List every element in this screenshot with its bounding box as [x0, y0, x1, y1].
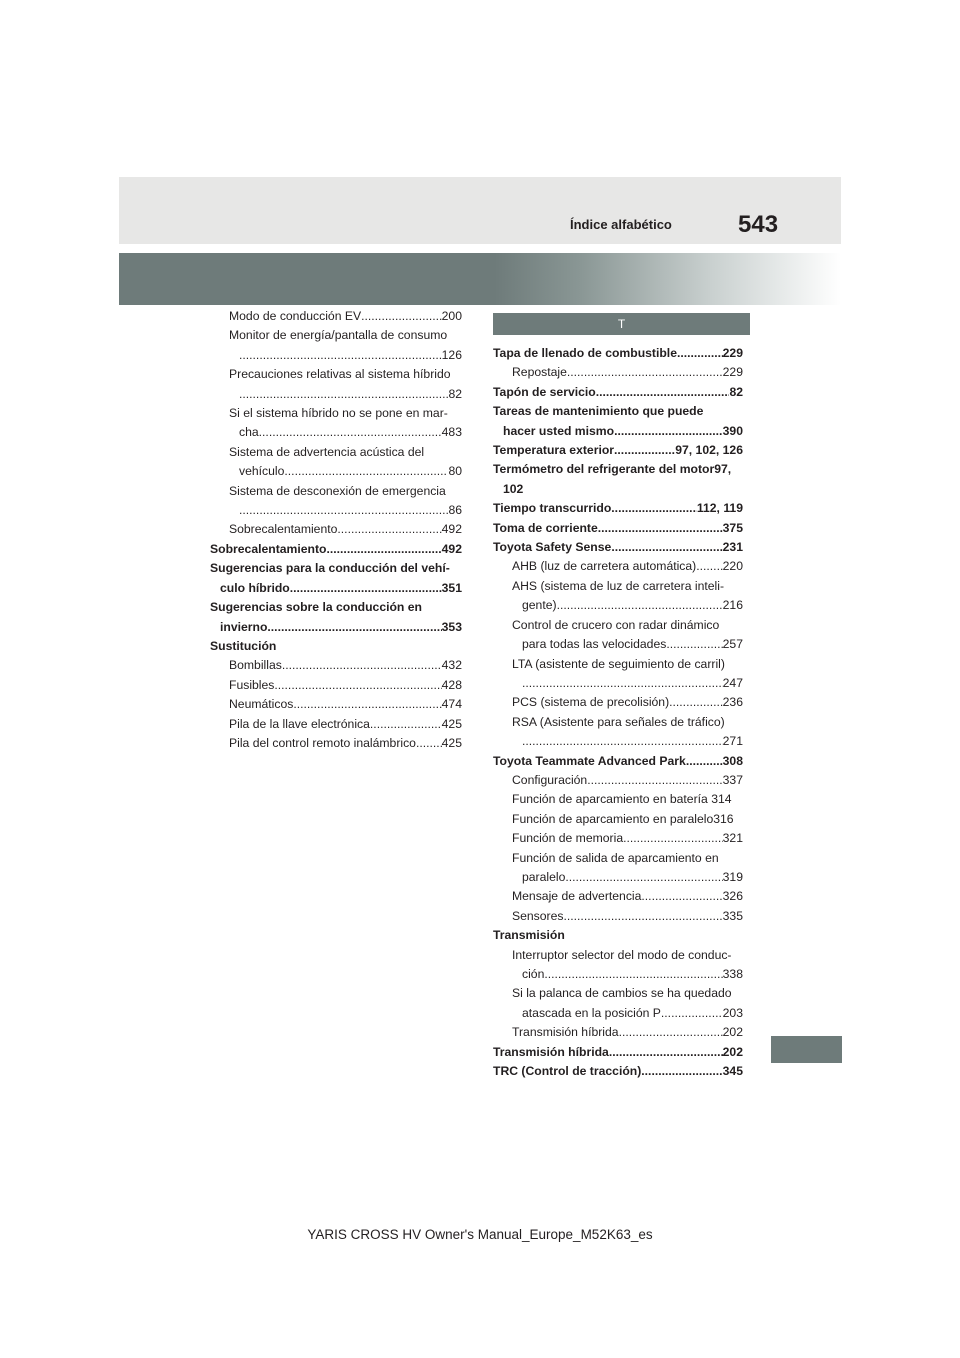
index-entry-text: Pila de la llave electrónica — [229, 716, 370, 731]
index-entry-text: AHS (sistema de luz de carretera inteli- — [512, 578, 725, 593]
index-page-reference: 492 — [441, 541, 462, 556]
index-entry-text: Función de aparcamiento en paralelo316 — [512, 811, 734, 826]
index-page-reference: 229 — [722, 365, 743, 380]
index-entry-line — [493, 460, 743, 479]
index-page-reference: 112, 119 — [696, 501, 743, 516]
dot-leader — [609, 1043, 723, 1062]
index-entry-line — [512, 790, 743, 809]
index-entry-line — [493, 499, 743, 518]
index-page-reference: 375 — [722, 520, 743, 535]
index-entry-line — [493, 1043, 743, 1062]
index-entry-line — [512, 557, 743, 576]
index-subentry — [493, 946, 743, 985]
index-page-reference: 203 — [722, 1005, 743, 1020]
index-entry-line — [210, 540, 462, 559]
index-entry-line — [512, 946, 743, 965]
index-entry-line — [229, 462, 462, 481]
dot-leader — [614, 441, 675, 460]
index-page-reference: 345 — [722, 1064, 743, 1079]
index-page-reference: 338 — [722, 967, 743, 981]
index-entry-text: Temperatura exterior — [493, 443, 615, 458]
dot-leader — [686, 752, 723, 771]
index-entry-line — [229, 676, 462, 695]
index-subentry — [493, 887, 743, 906]
index-page-reference: 432 — [441, 658, 462, 673]
dot-leader — [564, 907, 723, 926]
index-entry — [493, 752, 743, 771]
index-entry-line — [512, 849, 743, 868]
index-entry-line — [229, 715, 462, 734]
index-entry-text: Sobrecalentamiento — [229, 522, 338, 537]
index-entry-text: Control de crucero con radar dinámico — [512, 617, 720, 632]
index-entry-text: Tareas de mantenimiento que puede — [493, 404, 704, 419]
index-entry-line — [210, 598, 462, 617]
dot-leader — [596, 383, 730, 402]
index-subentry — [210, 404, 462, 443]
header-band — [119, 177, 841, 244]
index-subentry — [210, 443, 462, 482]
dot-leader — [259, 423, 442, 442]
index-entry-line — [493, 926, 743, 945]
index-entry-line — [512, 616, 743, 635]
dot-leader — [290, 579, 442, 598]
dot-leader — [666, 635, 722, 654]
index-entry-line — [512, 596, 743, 615]
dot-leader — [274, 676, 441, 695]
index-entry-line — [512, 810, 743, 829]
index-page-reference: 229 — [722, 346, 743, 360]
index-page-reference: 337 — [722, 772, 743, 787]
index-entry-line — [512, 674, 743, 693]
dot-leader — [623, 829, 723, 848]
index-entry — [493, 1043, 743, 1062]
dot-leader — [619, 1023, 723, 1042]
index-entry-line — [493, 422, 743, 441]
index-subentry — [210, 695, 462, 714]
index-entry — [493, 383, 743, 402]
index-page-reference: 82 — [448, 386, 462, 401]
index-entry-line — [493, 752, 743, 771]
letter-heading-t: T — [493, 313, 750, 335]
dot-leader — [565, 868, 722, 887]
index-entry-text: Tiempo transcurrido — [493, 501, 612, 516]
dot-leader — [361, 307, 442, 326]
index-entry-line — [512, 907, 743, 926]
index-entry-line — [229, 520, 462, 539]
dot-leader — [677, 344, 723, 363]
dot-leader — [598, 519, 723, 538]
index-subentry — [493, 577, 743, 616]
index-page-reference: 326 — [722, 889, 743, 904]
index-entry-text: Función de salida de aparcamiento en — [512, 850, 719, 865]
index-entry-line — [512, 577, 743, 596]
index-subentry — [493, 1023, 743, 1042]
index-entry-text: Termómetro del refrigerante del motor97, — [493, 462, 732, 477]
index-entry-text: 102 — [503, 481, 524, 496]
dot-leader — [337, 520, 441, 539]
index-subentry — [493, 984, 743, 1023]
index-entry-line — [229, 385, 462, 404]
index-entry-text: Toyota Teammate Advanced Park — [493, 753, 686, 768]
index-subentry — [493, 849, 743, 888]
index-entry-line — [493, 480, 743, 499]
index-entry — [210, 598, 462, 637]
dot-leader — [293, 695, 441, 714]
index-entry — [493, 460, 743, 499]
section-title: Índice alfabético — [570, 217, 672, 232]
index-subentry — [493, 771, 743, 790]
index-subentry — [210, 734, 462, 753]
index-page-reference: 390 — [722, 423, 743, 438]
dot-leader — [370, 715, 442, 734]
index-entry-line — [229, 482, 462, 501]
index-page-reference: 321 — [722, 831, 743, 846]
index-entry-text: Repostaje — [512, 365, 567, 380]
dot-leader — [587, 771, 722, 790]
index-entry — [493, 344, 743, 363]
dot-leader — [611, 499, 697, 518]
index-subentry — [210, 715, 462, 734]
header-gradient-bar — [119, 253, 841, 305]
index-entry-line — [512, 693, 743, 712]
index-page-reference: 474 — [441, 697, 462, 712]
index-entry-line — [493, 441, 743, 460]
index-entry-text: Bombillas — [229, 658, 282, 673]
index-page-reference: 308 — [722, 753, 743, 768]
index-entry-line — [210, 579, 462, 598]
index-entry-text: Sistema de desconexión de emergencia — [229, 483, 446, 498]
dot-leader — [611, 538, 722, 557]
index-page-reference: 236 — [722, 695, 743, 710]
index-entry — [493, 499, 743, 518]
index-entry — [493, 519, 743, 538]
dot-leader — [614, 422, 723, 441]
dot-leader — [544, 965, 722, 984]
index-entry-text: Sugerencias para la conducción del vehí- — [210, 561, 450, 576]
thumb-index-tab — [771, 1036, 842, 1063]
index-entry-line — [512, 829, 743, 848]
index-entry-line — [229, 346, 462, 365]
dot-leader — [239, 385, 448, 404]
index-page-reference: 231 — [722, 540, 743, 555]
index-entry-line — [229, 326, 462, 345]
index-subentry — [493, 616, 743, 655]
index-entry-text: Monitor de energía/pantalla de consumo — [229, 328, 448, 343]
index-entry-text: Tapón de servicio — [493, 384, 596, 399]
index-entry-line — [229, 307, 462, 326]
index-entry-line — [229, 695, 462, 714]
index-entry-text: Modo de conducción EV — [229, 309, 362, 323]
index-subentry — [210, 520, 462, 539]
index-entry — [493, 441, 743, 460]
index-entry-text: LTA (asistente de seguimiento de carril) — [512, 656, 725, 671]
index-entry-text: TRC (Control de tracción) — [493, 1064, 642, 1079]
index-page-reference: 428 — [441, 677, 462, 692]
index-page-reference: 271 — [722, 734, 743, 749]
index-entry-text: atascada en la posición P — [522, 1005, 661, 1020]
index-entry-line — [512, 713, 743, 732]
index-entry-text: Transmisión híbrida — [512, 1025, 619, 1040]
index-page-reference: 247 — [722, 675, 743, 690]
dot-leader — [416, 734, 442, 753]
index-entry-text: Tapa de llenado de combustible — [493, 346, 677, 360]
index-entry-line — [512, 655, 743, 674]
index-entry-text: Transmisión — [493, 928, 565, 943]
index-page-reference: 82 — [729, 384, 743, 399]
index-entry-text: Si la palanca de cambios se ha quedado — [512, 986, 732, 1001]
index-subentry — [210, 676, 462, 695]
index-entry-line — [512, 1023, 743, 1042]
index-entry — [210, 637, 462, 656]
index-entry-text: culo híbrido — [220, 580, 290, 595]
index-entry-text: Sustitución — [210, 638, 277, 653]
index-page-reference: 220 — [722, 559, 743, 574]
index-entry-text: Transmisión híbrida — [493, 1044, 609, 1059]
dot-leader — [522, 732, 723, 751]
index-entry-line — [512, 965, 743, 984]
index-entry-text: cha — [239, 425, 259, 440]
index-entry-line — [493, 538, 743, 557]
dot-leader — [567, 363, 723, 382]
index-page-reference: 80 — [448, 464, 462, 479]
index-entry-text: Configuración — [512, 772, 588, 787]
dot-leader — [327, 540, 442, 559]
index-entry-line — [493, 519, 743, 538]
index-entry-text: Sistema de advertencia acústica del — [229, 444, 425, 459]
index-entry-line — [210, 637, 462, 656]
index-subentry — [210, 365, 462, 404]
index-page-reference: 86 — [448, 503, 462, 518]
index-subentry — [493, 829, 743, 848]
index-entry — [210, 540, 462, 559]
index-entry-text: Sugerencias sobre la conducción en — [210, 600, 422, 615]
index-entry-text: Sensores — [512, 908, 564, 923]
index-entry-line — [229, 501, 462, 520]
index-page-reference: 97, 102, 126 — [675, 443, 743, 458]
index-subentry — [493, 363, 743, 382]
index-page-reference: 216 — [722, 598, 743, 613]
index-entry-text: vehículo — [239, 464, 285, 479]
index-entry — [493, 1062, 743, 1081]
index-subentry — [210, 326, 462, 365]
index-entry-text: paralelo — [522, 869, 566, 884]
dot-leader — [239, 501, 448, 520]
index-entry-text: Neumáticos — [229, 697, 294, 712]
index-entry-text: hacer usted mismo — [503, 423, 615, 438]
index-page-reference: 202 — [722, 1025, 743, 1040]
page-number: 543 — [738, 211, 779, 238]
dot-leader — [641, 887, 722, 906]
dot-leader — [284, 462, 448, 481]
index-entry-text: para todas las velocidades — [522, 637, 667, 652]
index-entry-line — [493, 402, 743, 421]
dot-leader — [641, 1062, 722, 1081]
index-subentry — [493, 655, 743, 694]
index-entry-line — [512, 868, 743, 887]
index-entry-line — [229, 734, 462, 753]
index-entry-line — [512, 635, 743, 654]
index-column-left — [210, 307, 462, 753]
index-entry-text: Fusibles — [229, 677, 275, 692]
index-subentry — [493, 810, 743, 829]
index-entry-text: Toma de corriente — [493, 520, 598, 535]
dot-leader — [282, 656, 442, 675]
index-entry-text: Función de memoria — [512, 831, 624, 846]
index-entry-text: gente) — [522, 598, 557, 613]
index-entry-line — [512, 1004, 743, 1023]
index-entry-text: AHB (luz de carretera automática) — [512, 559, 697, 574]
index-entry — [210, 559, 462, 598]
dot-leader — [239, 346, 442, 365]
index-page-reference: 126 — [441, 347, 462, 362]
index-subentry — [493, 790, 743, 809]
index-entry-line — [229, 443, 462, 462]
index-page-reference: 200 — [441, 309, 462, 323]
index-subentry — [210, 307, 462, 326]
index-entry — [493, 402, 743, 441]
index-page-reference: 335 — [722, 908, 743, 923]
index-entry-line — [229, 423, 462, 442]
dot-leader — [557, 596, 723, 615]
index-entry-text: Interruptor selector del modo de conduc- — [512, 947, 732, 962]
index-page-reference: 425 — [441, 716, 462, 731]
index-entry-text: Función de aparcamiento en batería 314 — [512, 792, 732, 807]
index-entry — [493, 538, 743, 557]
index-page-reference: 492 — [441, 522, 462, 537]
index-page-reference: 425 — [441, 735, 462, 750]
index-entry-line — [512, 363, 743, 382]
index-entry — [493, 926, 743, 945]
index-entry-line — [493, 344, 743, 363]
index-entry-text: Si el sistema híbrido no se pone en mar- — [229, 406, 448, 421]
index-column-right — [493, 344, 743, 1081]
index-entry-line — [229, 404, 462, 423]
index-entry-line — [210, 618, 462, 637]
dot-leader — [696, 557, 722, 576]
index-entry-line — [493, 1062, 743, 1081]
index-entry-text: PCS (sistema de precolisión) — [512, 695, 670, 710]
index-subentry — [493, 693, 743, 712]
index-entry-line — [229, 656, 462, 675]
index-entry-line — [493, 383, 743, 402]
dot-leader — [267, 618, 441, 637]
index-entry-line — [512, 771, 743, 790]
index-page-reference: 483 — [441, 425, 462, 440]
index-subentry — [493, 713, 743, 752]
dot-leader — [661, 1004, 723, 1023]
index-entry-line — [229, 365, 462, 384]
dot-leader — [522, 674, 723, 693]
index-page-reference: 202 — [722, 1044, 743, 1059]
index-subentry — [493, 907, 743, 926]
index-entry-text: Pila del control remoto inalámbrico — [229, 735, 416, 750]
index-entry-text: ción — [522, 967, 545, 981]
index-subentry — [210, 656, 462, 675]
index-subentry — [210, 482, 462, 521]
index-subentry — [493, 557, 743, 576]
dot-leader — [669, 693, 723, 712]
index-page-reference: 353 — [441, 619, 462, 634]
index-entry-line — [210, 559, 462, 578]
index-entry-text: Toyota Safety Sense — [493, 540, 612, 555]
index-entry-line — [512, 887, 743, 906]
index-entry-text: invierno — [220, 619, 268, 634]
index-page-reference: 319 — [722, 869, 743, 884]
index-entry-line — [512, 732, 743, 751]
index-entry-text: Mensaje de advertencia — [512, 889, 642, 904]
index-entry-text: Sobrecalentamiento — [210, 541, 327, 556]
index-entry-line — [512, 984, 743, 1003]
index-page-reference: 257 — [722, 637, 743, 652]
page-footer: YARIS CROSS HV Owner's Manual_Europe_M52K63_es — [307, 1227, 653, 1242]
index-page-reference: 351 — [441, 580, 462, 595]
index-entry-text: Precauciones relativas al sistema híbrido — [229, 367, 451, 382]
index-entry-text: RSA (Asistente para señales de tráfico) — [512, 714, 725, 729]
